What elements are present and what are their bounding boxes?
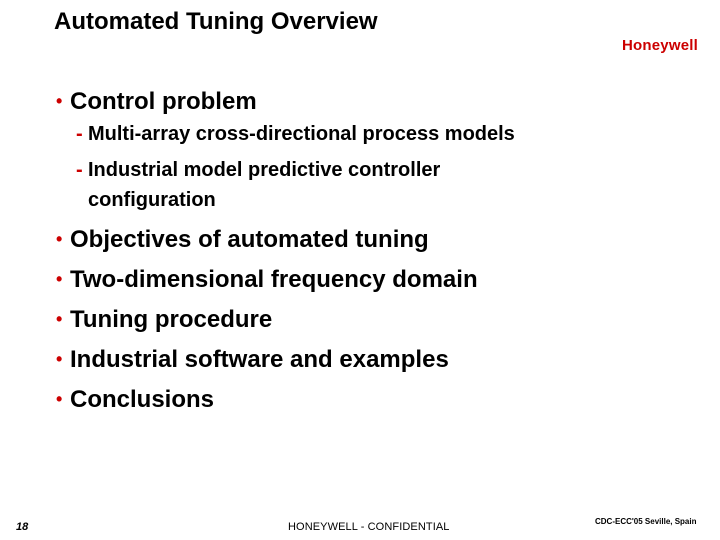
bullet-icon: • (56, 309, 63, 329)
bullet-item-conclusions (56, 385, 214, 414)
bullet-icon: • (56, 269, 63, 289)
sub-item-text: Industrial model predictive controller (88, 159, 441, 181)
bullet-item-software-examples (56, 345, 449, 374)
bullet-text: Industrial software and examples (70, 346, 449, 373)
bullet-icon: • (56, 349, 63, 369)
bullet-text: Objectives of automated tuning (70, 226, 429, 253)
bullet-item-objectives (56, 225, 429, 254)
bullet-item-frequency-domain (56, 265, 478, 294)
bullet-text: Control problem (70, 88, 257, 115)
sub-item-text: Multi-array cross-directional process models (88, 123, 515, 145)
confidential-notice: HONEYWELL - CONFIDENTIAL (288, 521, 450, 533)
slide-title: Automated Tuning Overview (54, 8, 378, 35)
sub-item-continuation: configuration (88, 189, 216, 211)
bullet-item-control-problem (56, 87, 257, 116)
bullet-text: Conclusions (70, 386, 215, 413)
dash-icon: - (76, 123, 83, 145)
bullet-text: Two-dimensional frequency domain (70, 266, 478, 293)
page-number: 18 (16, 521, 29, 533)
bullet-item-tuning-procedure (56, 305, 272, 334)
honeywell-logo: Honeywell (622, 37, 698, 54)
bullet-text: Tuning procedure (70, 306, 273, 333)
bullet-icon: • (56, 229, 63, 249)
bullet-icon: • (56, 389, 63, 409)
conference-label: CDC-ECC'05 Seville, Spain (595, 517, 697, 526)
bullet-icon: • (56, 91, 63, 111)
sub-item-mpc-configuration (76, 158, 440, 182)
sub-item-process-models (76, 122, 515, 146)
dash-icon: - (76, 159, 83, 181)
